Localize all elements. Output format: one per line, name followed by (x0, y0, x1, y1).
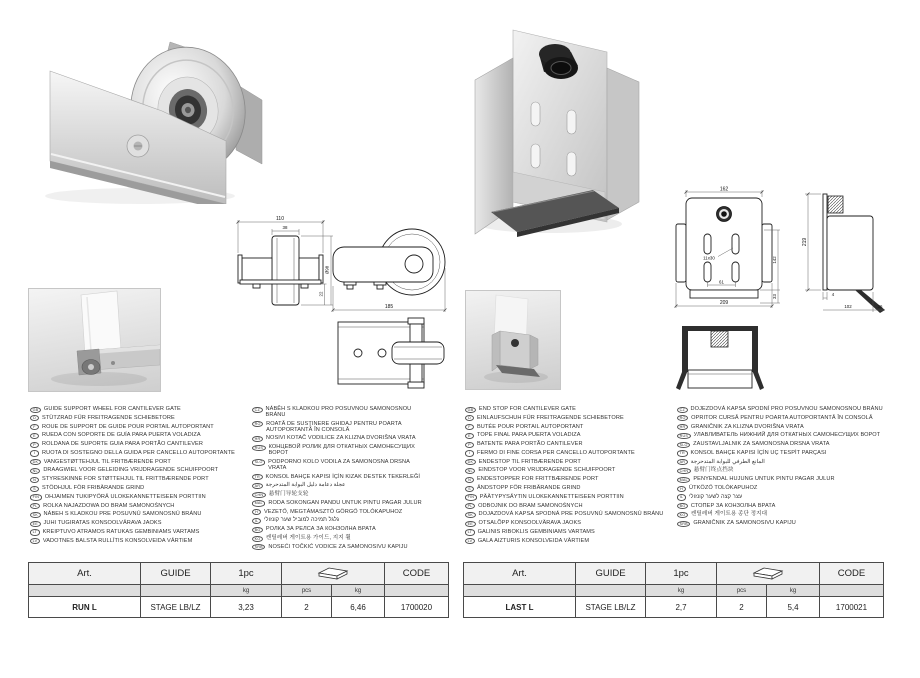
country-code-badge: P (30, 442, 39, 448)
list-item (677, 415, 893, 422)
language-description: DOJEZDOVÁ KAPSA SPODNÍ PRO POSUVNOU SAMONOSNOU BRÁNU (690, 406, 883, 412)
country-code-badge: HR (677, 424, 688, 430)
list-item (30, 476, 250, 483)
language-description: PODPORNO KOLO VODILA ZA SAMONOSNA DRSNA VRATA (268, 458, 410, 472)
header-package (282, 563, 385, 585)
language-description: GRANIČNIK ZA SAMONOSIVU KAPIJU (693, 520, 796, 527)
country-code-badge: P (465, 442, 474, 448)
list-item (677, 467, 893, 474)
language-description: ROATĂ DE SUSŢINERE GHIDAJ PENTRU POARTA AUTOPORTANTĂ ÎN CONSOLĂ (266, 420, 402, 433)
country-code-badge: AR (677, 459, 688, 465)
subheader-empty (464, 585, 576, 597)
cell-article: RUN L (29, 597, 141, 618)
list-item (465, 424, 675, 431)
country-code-badge: S (465, 486, 474, 492)
cell-code: 1700020 (385, 597, 449, 618)
language-description: KONSOL BAHÇE KAPISI İÇİN UÇ TESPİT PARÇASI (690, 449, 827, 456)
cell-box-weight: 6,46 (332, 597, 385, 618)
language-description: KREIPTUVO ATRAMOS RATUKAS GEMBINIAMS VARTAMS (42, 528, 200, 535)
country-code-badge: SK (30, 512, 41, 518)
country-code-badge: H (252, 509, 261, 515)
list-item (30, 467, 250, 474)
header-art: Art. (29, 563, 141, 585)
country-code-badge: D (465, 415, 474, 421)
cell-box-weight: 5,4 (767, 597, 820, 618)
list-item (465, 485, 675, 492)
dim-label: 4 (831, 292, 835, 297)
country-code-badge: KO (252, 536, 263, 542)
country-code-badge: LT (30, 529, 40, 535)
dim-label: 110 (276, 216, 284, 222)
list-item (30, 503, 250, 510)
list-item (677, 459, 893, 466)
dim-label: 36 (877, 304, 883, 309)
list-item (252, 544, 424, 551)
country-code-badge: GB (465, 407, 476, 413)
subheader-empty (820, 585, 884, 597)
country-code-badge: EE (30, 521, 41, 527)
country-code-badge: BG (252, 527, 263, 533)
language-description: BUTÉE POUR PORTAIL AUTOPORTANT (477, 423, 584, 430)
dim-label: 185 (384, 304, 394, 310)
country-code-badge: CZ (252, 407, 263, 413)
list-item (677, 441, 893, 448)
drawing-side-view-last-l (797, 186, 887, 320)
dim-label: 142 (772, 256, 777, 264)
language-description: 켄틸레버 게이트용 종단 정지대 (690, 511, 768, 518)
list-item (252, 500, 424, 507)
header-package (717, 563, 820, 585)
cell-guide: STAGE LB/LZ (141, 597, 211, 618)
country-code-badge: NL (30, 468, 40, 474)
country-code-badge: N (30, 477, 39, 483)
country-code-badge: LV (30, 538, 40, 544)
country-code-badge: I (30, 450, 39, 456)
country-code-badge: DK (465, 459, 476, 465)
cell-code: 1700021 (820, 597, 884, 618)
subheader-empty (29, 585, 141, 597)
list-item (252, 535, 424, 542)
list-item (252, 474, 424, 481)
application-photo-run-l (28, 288, 161, 392)
country-code-badge: N (465, 477, 474, 483)
country-code-badge: FIN (465, 494, 477, 500)
country-code-badge: E (465, 433, 474, 439)
language-description: 悬臂门终点挡块 (693, 467, 734, 474)
header-guide: GUIDE (576, 563, 646, 585)
subheader-empty (385, 585, 449, 597)
list-item (465, 494, 675, 501)
cell-box-pcs: 2 (717, 597, 767, 618)
cell-article: LAST L (464, 597, 576, 618)
list-item (252, 435, 424, 442)
list-item (30, 450, 250, 457)
spec-table-last-l (463, 562, 884, 618)
list-item (30, 520, 250, 527)
language-description: DRAAGWIEL VOOR GELEIDING VRIJDRAGENDE SCHUIFPOORT (43, 467, 219, 474)
list-item (30, 529, 250, 536)
package-box-icon (751, 565, 785, 580)
cell-box-pcs: 2 (282, 597, 332, 618)
language-description: GRANIČNIK ZA KLIZNA DVORIŠNA VRATA (690, 423, 804, 430)
language-description: РОЛКА ЗА РЕЛСА ЗА КОНЗОЛНА ВРАТА (265, 526, 376, 533)
language-description: ZAUSTAVLJALNIK ZA SAMONOSNA DRSNA VRATA (693, 441, 830, 448)
drawing-top-view-run-l (332, 316, 450, 392)
language-description: KONSOL BAHÇE KAPISI İÇİN KIZAK DESTEK TEKERLEĞİ (265, 473, 421, 480)
language-description: ODBOJNIK DO BRAM SAMONOŚNYCH (478, 502, 583, 509)
language-description: OPRITOR CURSĂ PENTRU POARTA AUTOPORTANTĂ ÎN CONSOLĂ (691, 414, 873, 421)
package-box-icon (316, 565, 350, 580)
list-item (30, 538, 250, 545)
list-item (465, 450, 675, 457)
list-item (30, 485, 250, 492)
list-item (465, 406, 675, 413)
list-item (465, 459, 675, 466)
cell-unit-weight: 3,23 (211, 597, 282, 618)
language-description: STÜTZRAD FÜR FREITRAGENDE SCHIEBETORE (42, 414, 175, 421)
language-list-last-l-col2 (677, 406, 893, 529)
country-code-badge: NL (465, 468, 475, 474)
language-description: СТОПЕР ЗА КОНЗОЛНА ВРАТА (690, 502, 776, 509)
language-description: גלגל תמיכה למוביל שער קונזולי (264, 517, 340, 524)
language-description: ENDESTOPPER FOR FRITTBÆRENDE PORT (477, 476, 599, 483)
list-item (30, 459, 250, 466)
country-code-badge: SLO (677, 442, 690, 448)
language-description: עצר קצה לשער קונזולי (689, 493, 743, 500)
language-description: NÁBĚH S KLADKOU PRO POSUVNOU SAMONOSNOU BRÁNU (265, 406, 412, 419)
subheader-pcs: pcs (717, 585, 767, 597)
language-description: УЛАВЛИВАТЕЛЬ НИЖНИЙ ДЛЯ ОТКАТНЫХ САМОНЕСУЩИХ ВОРОТ (693, 432, 881, 439)
country-code-badge: EE (465, 521, 476, 527)
country-code-badge: HR (252, 436, 263, 442)
language-description: DOJAZDOVÁ KAPSA SPODNÁ PRE POSUVNÚ SAMONOSNÚ BRÁNU (478, 511, 664, 518)
product-section-last-l (455, 0, 920, 678)
cell-guide: STAGE LB/LZ (576, 597, 646, 618)
country-code-badge: F (465, 424, 474, 430)
country-code-badge: PL (465, 503, 475, 509)
drawing-top-view-last-l (674, 318, 766, 394)
country-code-badge: CHN (252, 492, 266, 498)
product-section-run-l (0, 0, 455, 678)
country-code-badge: KO (677, 512, 688, 518)
header-code: CODE (820, 563, 884, 585)
country-code-badge: FIN (30, 494, 42, 500)
language-description: BATENTE PARA PORTÃO CANTILEVER (477, 441, 583, 448)
country-code-badge: MAL (677, 477, 690, 483)
language-description: EINDSTOP VOOR VRIJDRAGENDE SCHUIFPOORT (478, 467, 616, 474)
dim-label: 209 (719, 300, 729, 306)
list-item (30, 441, 250, 448)
language-description: المانع الطرفي للبوابة المتدحرجة (690, 458, 765, 465)
product-photo-last-l (455, 16, 647, 240)
language-description: VANGESTØTTEHJUL TIL FRITBÆRENDE PORT (43, 458, 171, 465)
dim-label: Ø98 (324, 265, 330, 275)
list-item (465, 503, 675, 510)
application-render-wheel (29, 289, 160, 391)
language-description: OHJAIMEN TUKIPYÖRÄ ULOKEKANNETTEISEEN PORTTIIN (44, 493, 206, 500)
language-list-run-l-col1 (30, 406, 250, 547)
language-description: GALINIS RIBOKLIS GEMBINIAMS VARTAMS (477, 528, 595, 535)
country-code-badge: E (30, 433, 39, 439)
country-code-badge: TR (677, 450, 688, 456)
dim-label: 219 (802, 237, 808, 247)
dim-label: 102 (844, 304, 852, 309)
list-item (465, 476, 675, 483)
country-code-badge: LT (465, 529, 475, 535)
country-code-badge: MAL (252, 500, 265, 506)
country-code-badge: I (465, 450, 474, 456)
country-code-badge: AR (252, 483, 263, 489)
subheader-empty (141, 585, 211, 597)
country-code-badge: RUS (252, 445, 266, 451)
list-item (30, 494, 250, 501)
country-code-badge: RUS (677, 433, 691, 439)
country-code-badge: GB (30, 407, 41, 413)
language-description: JUHI TUGIRATAS KONSOOLVÄRAVA JAOKS (43, 520, 162, 527)
language-description: ROLKA NAJAZDOWA DO BRAM SAMONOŚNYCH (43, 502, 175, 509)
language-description: VEZETŐ, MEGTÁMASZTÓ GÖRGŐ TOLÓKAPUHOZ (264, 508, 403, 515)
language-description: ENDESTOP TIL FRITBÆRENDE PORT (478, 458, 581, 465)
list-item (252, 482, 424, 489)
list-item (252, 444, 424, 457)
subheader-pcs: pcs (282, 585, 332, 597)
header-code: CODE (385, 563, 449, 585)
language-description: RUEDA CON SOPORTE DE GUÍA PARA PUERTA VOLADIZA (42, 432, 201, 439)
list-item (252, 421, 424, 434)
list-item (677, 485, 893, 492)
list-item (465, 520, 675, 527)
list-item (465, 432, 675, 439)
language-description: ÄNDSTOPP FÖR FRIBÄRANDE GRIND (477, 485, 581, 492)
language-description: NOSEĆI TOČKIĆ VODICE ZA SAMONOSIVU KAPIJU (268, 543, 408, 550)
list-item (465, 511, 675, 518)
language-description: КОНЦЕВОЙ РОЛИК ДЛЯ ОТКАТНЫХ САМОНЕСУЩИХ ВОРОТ (268, 444, 415, 457)
language-description: STYRESKINNE FOR STØTTEHJUL TIL FRITTBÆRENDE PORT (42, 476, 209, 483)
list-item (677, 511, 893, 518)
list-item (465, 538, 675, 545)
dim-label: 38 (282, 225, 288, 230)
list-item (677, 476, 893, 483)
cell-unit-weight: 2,7 (646, 597, 717, 618)
country-code-badge: D (30, 415, 39, 421)
country-code-badge: SK (465, 512, 476, 518)
country-code-badge: TR (252, 474, 263, 480)
language-description: NÁBEH S KLADKOU PRE POSUVNÚ SAMONOSNÚ BRÁNU (43, 511, 202, 518)
list-item (677, 520, 893, 527)
country-code-badge: RO (677, 415, 688, 421)
application-photo-last-l (465, 290, 561, 390)
country-code-badge: LV (465, 538, 475, 544)
list-item (30, 432, 250, 439)
header-1pc: 1pc (646, 563, 717, 585)
subheader-kg: kg (332, 585, 385, 597)
language-description: 켄틸레버 게이트용 가이드, 지지 휠 (265, 535, 351, 541)
language-description: TOPE FINAL PARA PUERTA VOLADIZA (477, 432, 581, 439)
dim-label: 162 (719, 186, 729, 193)
language-list-run-l-col2 (252, 406, 424, 553)
country-code-badge: IL (677, 494, 686, 500)
language-description: ROUE DE SUPPORT DE GUIDE POUR PORTAIL AUTOPORTANT (42, 423, 214, 430)
spec-table-run-l (28, 562, 449, 618)
country-code-badge: H (677, 486, 686, 492)
list-item (30, 424, 250, 431)
product-photo-run-l (20, 14, 265, 204)
language-description: عجلة دعامة دليل البوابة المتدحرجة (265, 482, 346, 489)
dim-label: 22 (318, 291, 324, 297)
country-code-badge: CZ (677, 407, 688, 413)
list-item (30, 406, 250, 413)
country-code-badge: SRB (252, 544, 265, 550)
list-item (677, 424, 893, 431)
dim-label: 61 (719, 279, 724, 285)
application-render-endstop (466, 291, 560, 389)
language-description: NOSIVI KOTAČ VODILICE ZA KLIZNA DVORIŠNA VRATA (265, 435, 416, 442)
subheader-kg: kg (646, 585, 717, 597)
country-code-badge: F (30, 424, 39, 430)
drawing-front-view-run-l (227, 212, 335, 312)
language-description: 悬臂门导轮支轮 (268, 491, 309, 498)
language-description: EINLAUFSCHUH FÜR FREITRAGENDE SCHIEBETORE (477, 414, 624, 421)
list-item (252, 509, 424, 516)
country-code-badge: DK (30, 459, 41, 465)
list-item (252, 526, 424, 533)
country-code-badge: SRB (677, 521, 690, 527)
language-description: ÜTKÖZŐ TOLÓKAPUHOZ (689, 485, 758, 492)
language-description: RUOTA DI SOSTEGNO DELLA GUIDA PER CANCELLO AUTOPORTANTE (42, 449, 235, 456)
country-code-badge: SLO (252, 459, 265, 465)
language-description: PENYENDAL HUJUNG UNTUK PINTU PAGAR JULUR (693, 476, 835, 483)
list-item (252, 517, 424, 524)
country-code-badge: PL (30, 503, 40, 509)
list-item (677, 406, 893, 413)
drawing-front-view-last-l (666, 186, 788, 312)
country-code-badge: RO (252, 421, 263, 427)
subheader-kg: kg (767, 585, 820, 597)
dim-label: 33 (772, 294, 777, 299)
language-description: VADOTNES BALSTA RULLĪTIS KONSOLVEIDA VĀRTIEM (42, 537, 193, 544)
list-item (30, 415, 250, 422)
header-1pc: 1pc (211, 563, 282, 585)
country-code-badge: CHN (677, 468, 691, 474)
drawing-side-view-run-l (330, 224, 448, 316)
list-item (465, 529, 675, 536)
header-art: Art. (464, 563, 576, 585)
list-item (677, 503, 893, 510)
language-description: PÄÄTYPYSÄYTIN ULOKEKANNETTEISEEN PORTTIIN (479, 493, 624, 500)
language-description: GUIDE SUPPORT WHEEL FOR CANTILEVER GATE (43, 406, 181, 412)
list-item (252, 406, 424, 419)
country-code-badge: S (30, 486, 39, 492)
language-description: OTSALÕPP KONSOOLVÄRAVA JAOKS (478, 520, 582, 527)
list-item (677, 450, 893, 457)
country-code-badge: BG (677, 503, 688, 509)
list-item (252, 491, 424, 498)
language-description: FERMO DI FINE CORSA PER CANCELLO AUTOPORTANTE (477, 449, 635, 456)
language-description: RODA SOKONGAN PANDU UNTUK PINTU PAGAR JULUR (268, 499, 422, 506)
language-description: GALA AIZTURIS KONSOLVEIDA VĀRTIEM (477, 537, 590, 544)
list-item (465, 441, 675, 448)
language-description: END STOP FOR CANTILEVER GATE (478, 406, 576, 412)
header-guide: GUIDE (141, 563, 211, 585)
language-description: STÖDHJUL FÖR FRIBÄRANDE GRIND (42, 485, 145, 492)
language-description: ROLDANA DE SUPORTE GUIA PARA PORTÃO CANTILEVER (42, 441, 203, 448)
list-item (677, 494, 893, 501)
dim-label: 11x30 (703, 255, 715, 261)
subheader-empty (576, 585, 646, 597)
list-item (465, 467, 675, 474)
list-item (465, 415, 675, 422)
list-item (677, 432, 893, 439)
subheader-kg: kg (211, 585, 282, 597)
list-item (252, 459, 424, 472)
country-code-badge: IL (252, 518, 261, 524)
language-list-last-l-col1 (465, 406, 675, 547)
list-item (30, 511, 250, 518)
